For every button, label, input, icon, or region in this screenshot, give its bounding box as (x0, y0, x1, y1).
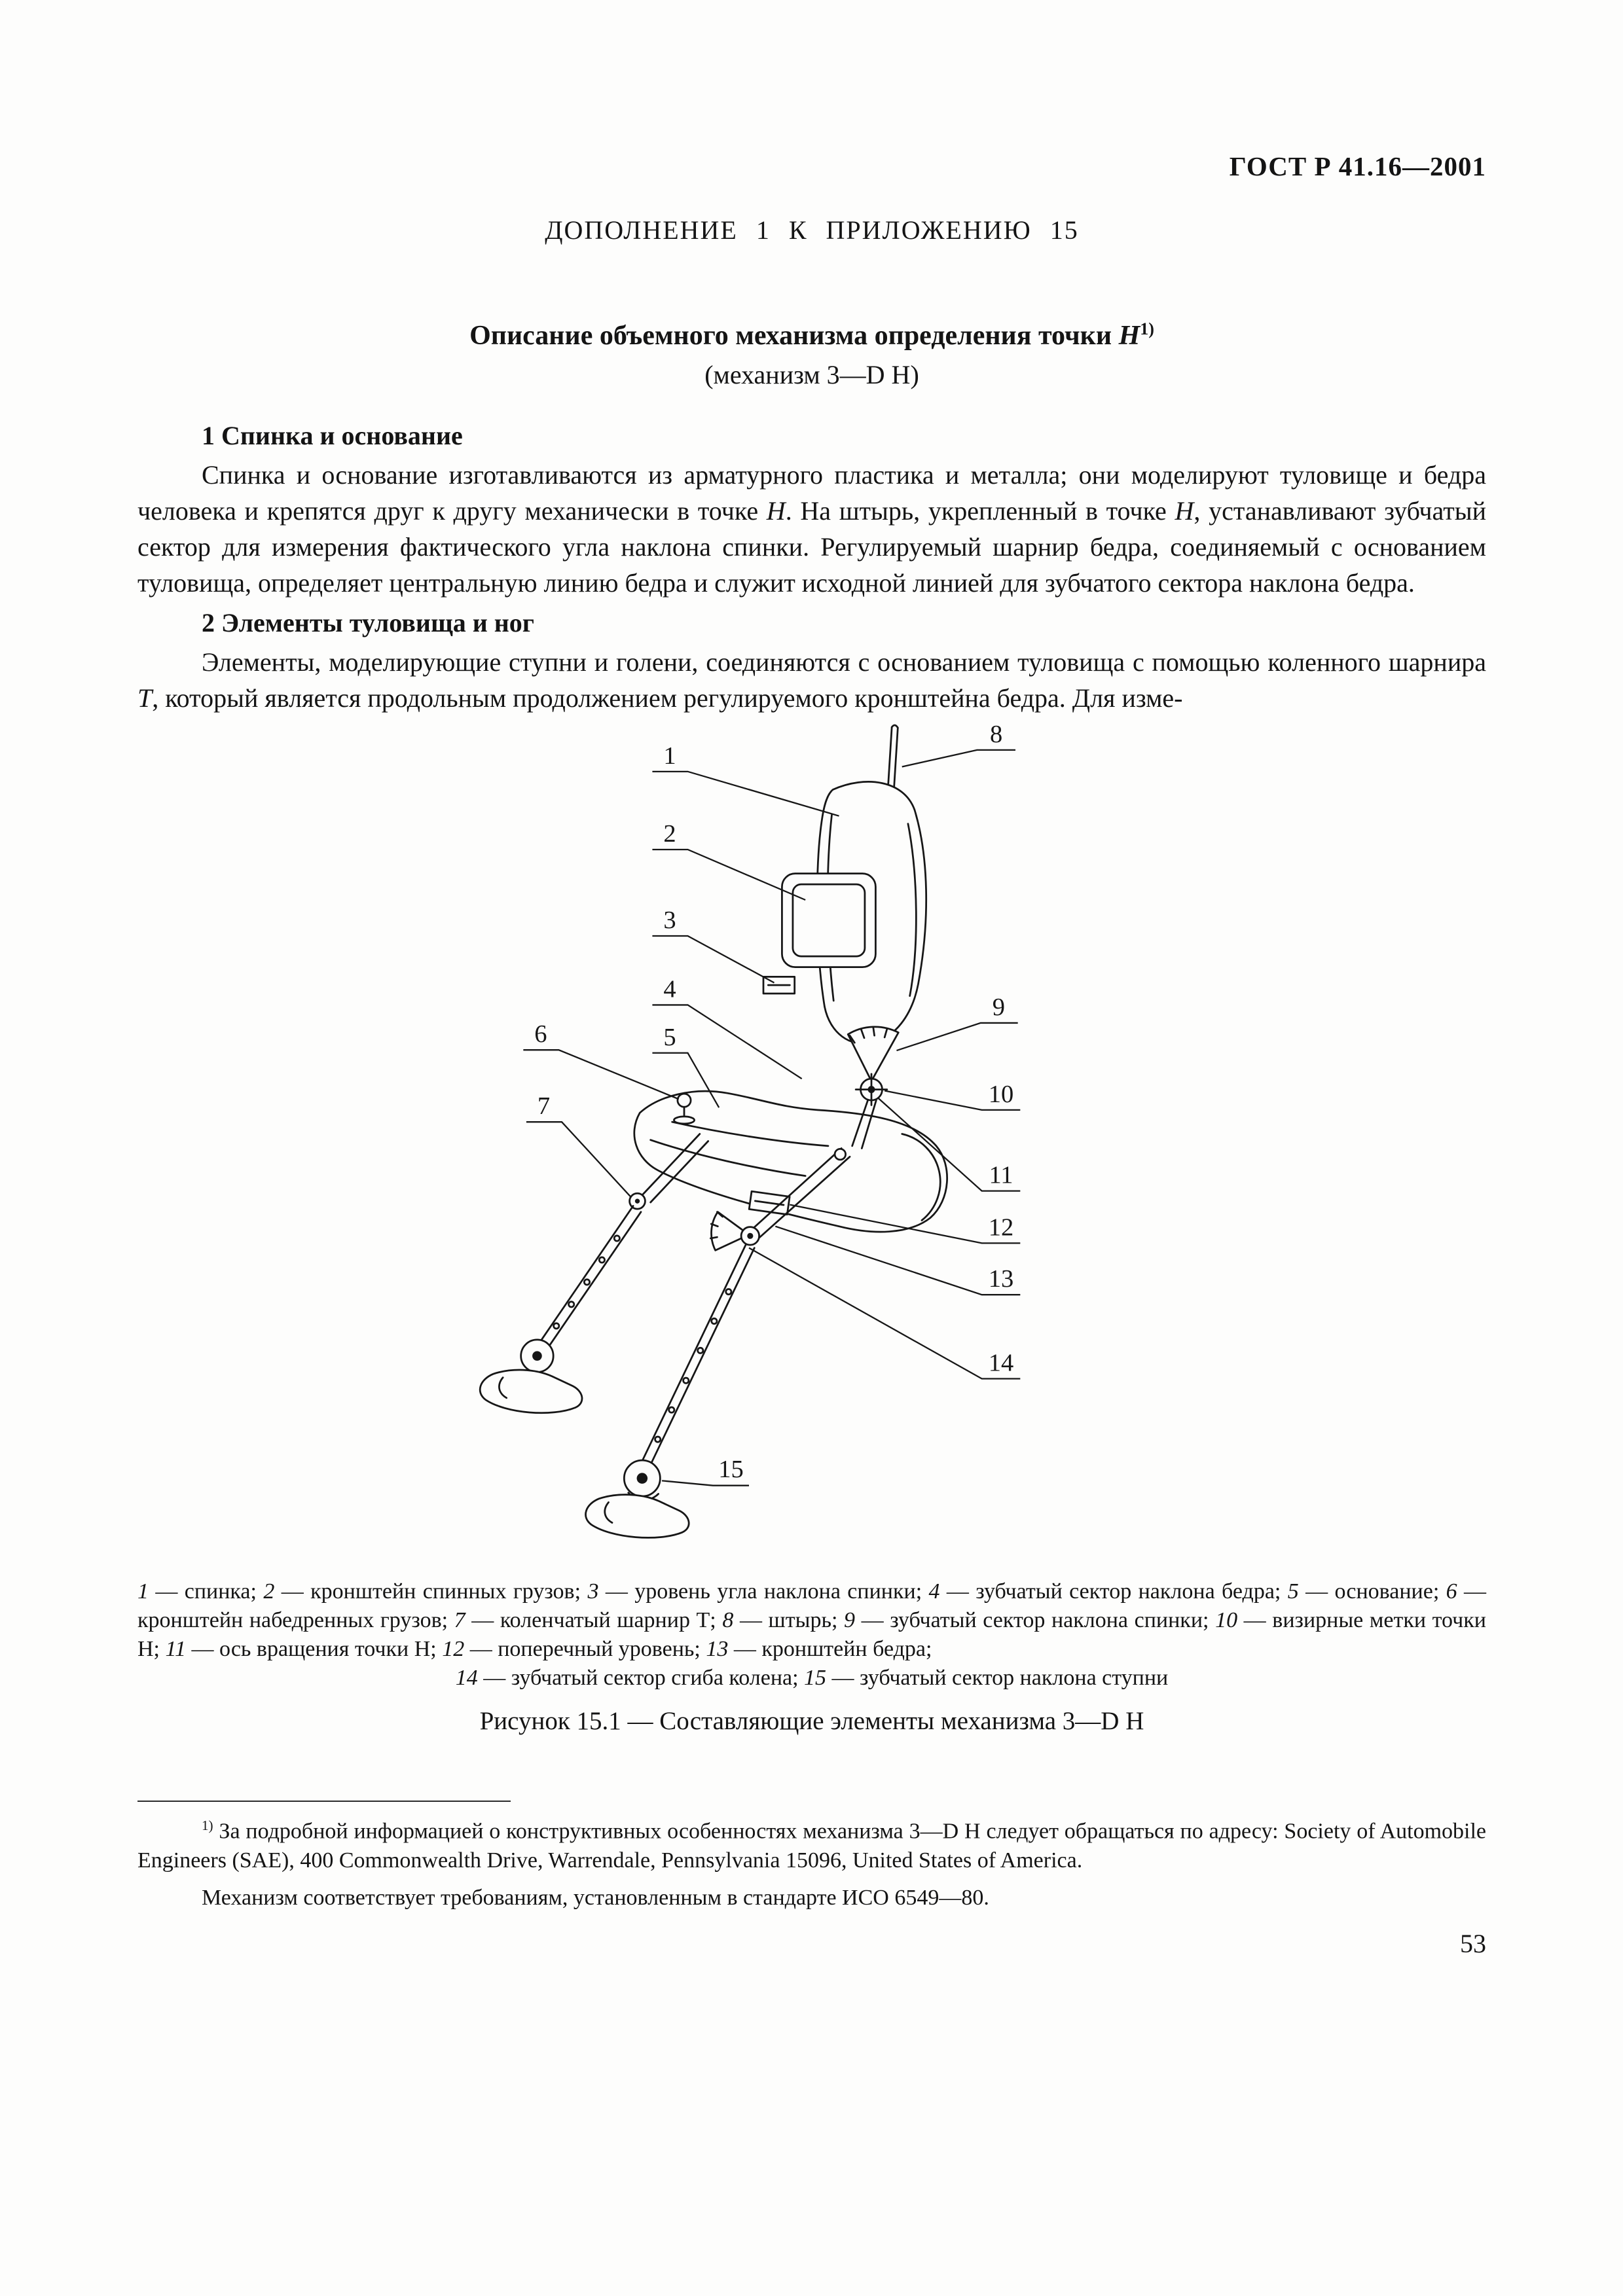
point-h-italic: Н (1175, 496, 1194, 526)
footnote-separator (137, 1801, 511, 1802)
figure-label-5: 5 (663, 1023, 676, 1051)
caption-num: 5 (1287, 1579, 1299, 1604)
caption-num: 10 (1215, 1608, 1238, 1632)
figure-label-14: 14 (988, 1349, 1014, 1377)
caption-text: — коленчатый шарнир Т; (465, 1608, 723, 1632)
caption-text: — кронштейн бедра; (728, 1637, 932, 1661)
figure-label-2: 2 (663, 820, 676, 848)
caption-num: 14 (455, 1666, 478, 1690)
paragraph-1-run: . На штырь, укрепленный в точке (785, 496, 1175, 526)
figure-3dh-machine (360, 719, 1080, 1571)
caption-num: 13 (706, 1637, 729, 1661)
caption-num: 12 (442, 1637, 465, 1661)
figure-caption (137, 1577, 1486, 1664)
caption-num: 1 (137, 1579, 149, 1604)
doc-title (137, 312, 1486, 353)
caption-num: 15 (804, 1666, 827, 1690)
caption-text: — спинка; (149, 1579, 264, 1604)
figure-label-7: 7 (537, 1092, 551, 1121)
section-heading-2: 2 Элементы туловища и ног (202, 608, 534, 637)
caption-num: 4 (928, 1579, 940, 1604)
back-angle-quadrant (848, 1027, 898, 1081)
caption-num: 9 (844, 1608, 855, 1632)
figure-label-15: 15 (718, 1455, 744, 1483)
caption-text: — визирные метки точки Н; (137, 1608, 1486, 1661)
caption-text: — штырь; (733, 1608, 844, 1632)
figure-label-4: 4 (663, 975, 676, 1003)
foot-left (480, 1370, 582, 1413)
figure-label-11: 11 (989, 1161, 1013, 1189)
figure-label-8: 8 (990, 720, 1003, 748)
footnote-marker: 1) (202, 1818, 213, 1833)
figure-label-13: 13 (988, 1265, 1014, 1293)
caption-text: — зубчатый сектор сгиба колена; (477, 1666, 805, 1690)
point-h-italic: Н (766, 496, 786, 526)
lower-leg-right (638, 1244, 755, 1475)
footnote-reference: 1) (1140, 319, 1154, 338)
doc-title-text: Описание объемного механизма определения точки (469, 321, 1119, 351)
knee-joint-right (710, 1212, 759, 1251)
paragraph-2-run: , который является продольным продолжением регулируемого кронштейна бедра. Для изме- (152, 683, 1183, 713)
figure-label-9: 9 (992, 994, 1005, 1021)
ankle-left (521, 1340, 553, 1372)
figure-caption-centered (137, 1664, 1486, 1693)
lower-leg-left (533, 1206, 641, 1359)
joint-t-italic: Т (137, 683, 153, 713)
caption-text: — поперечный уровень; (464, 1637, 706, 1661)
figure-label-1: 1 (663, 742, 676, 770)
page-content (137, 0, 1486, 1960)
paragraph-1-run: , устанавливают зубчатый сектор для измерения фактического угла наклона спинки. Регулируемый шарнир бедра, соединяемый с основанием туловища, определяет центральную линию бедра и служит исходной линией для зубчатого сектора наклона бедра. (137, 496, 1487, 598)
caption-text: — ось вращения точки Н; (185, 1637, 443, 1661)
footnote-block (137, 1801, 1486, 1912)
footnote-text: За подробной информацией о конструктивных особенностях механизма 3—D H следует обращаться по адресу: Society of Automobile Engineers (SAE), 400 Commonwealth Drive, Warrendale, Pennsylvania 15096, United States of America. (137, 1819, 1486, 1873)
section-heading-1: 1 Спинка и основание (202, 421, 463, 450)
caption-text: — зубчатый сектор наклона бедра; (939, 1579, 1288, 1604)
figure-label-12: 12 (988, 1213, 1014, 1242)
back-weight-hanger-frame (782, 874, 875, 967)
doc-subtitle: (механизм 3—D H) (704, 360, 919, 389)
caption-text: — кронштейн спинных грузов; (274, 1579, 588, 1604)
figure-title: Рисунок 15.1 — Составляющие элементы механизма 3—D H (479, 1707, 1144, 1735)
caption-text: — кронштейн набедренных грузов; (137, 1579, 1487, 1632)
caption-text: — зубчатый сектор наклона ступни (826, 1666, 1169, 1690)
figure-label-10: 10 (988, 1080, 1014, 1108)
caption-text: — уровень угла наклона спинки; (598, 1579, 929, 1604)
foot-right (586, 1495, 689, 1538)
caption-num: 3 (587, 1579, 599, 1604)
doc-title-point-h: Н (1118, 321, 1140, 351)
caption-text: — зубчатый сектор наклона спинки; (855, 1608, 1216, 1632)
footnote-2: Механизм соответствует требованиям, установленным в стандарте ИСО 6549—80. (202, 1886, 989, 1910)
machine-drawing (480, 725, 947, 1537)
figure-canvas (137, 719, 1486, 1571)
figure-label-3: 3 (663, 906, 676, 935)
caption-num: 8 (722, 1608, 734, 1632)
standard-code: ГОСТ Р 41.16—2001 (1229, 151, 1486, 181)
paragraph-2 (137, 644, 1486, 716)
caption-num: 2 (263, 1579, 275, 1604)
supplement-heading: ДОПОЛНЕНИЕ 1 К ПРИЛОЖЕНИЮ 15 (545, 215, 1079, 245)
page-number: 53 (1460, 1929, 1486, 1959)
footnote-1 (137, 1811, 1486, 1875)
paragraph-2-run: Элементы, моделирующие ступни и голени, соединяются с основанием туловища с помощью коленного шарнира (202, 647, 1486, 677)
caption-num: 6 (1446, 1579, 1457, 1604)
caption-num: 7 (454, 1608, 465, 1632)
figure-label-6: 6 (534, 1020, 547, 1049)
caption-text: — основание; (1298, 1579, 1446, 1604)
caption-num: 11 (165, 1637, 186, 1661)
paragraph-1 (137, 457, 1486, 601)
paragraph-1-run: Спинка и основание изготавливаются из арматурного пластика и металла; они моделируют туловище и бедра человека и крепятся друг к другу механически в точке (137, 460, 1486, 526)
